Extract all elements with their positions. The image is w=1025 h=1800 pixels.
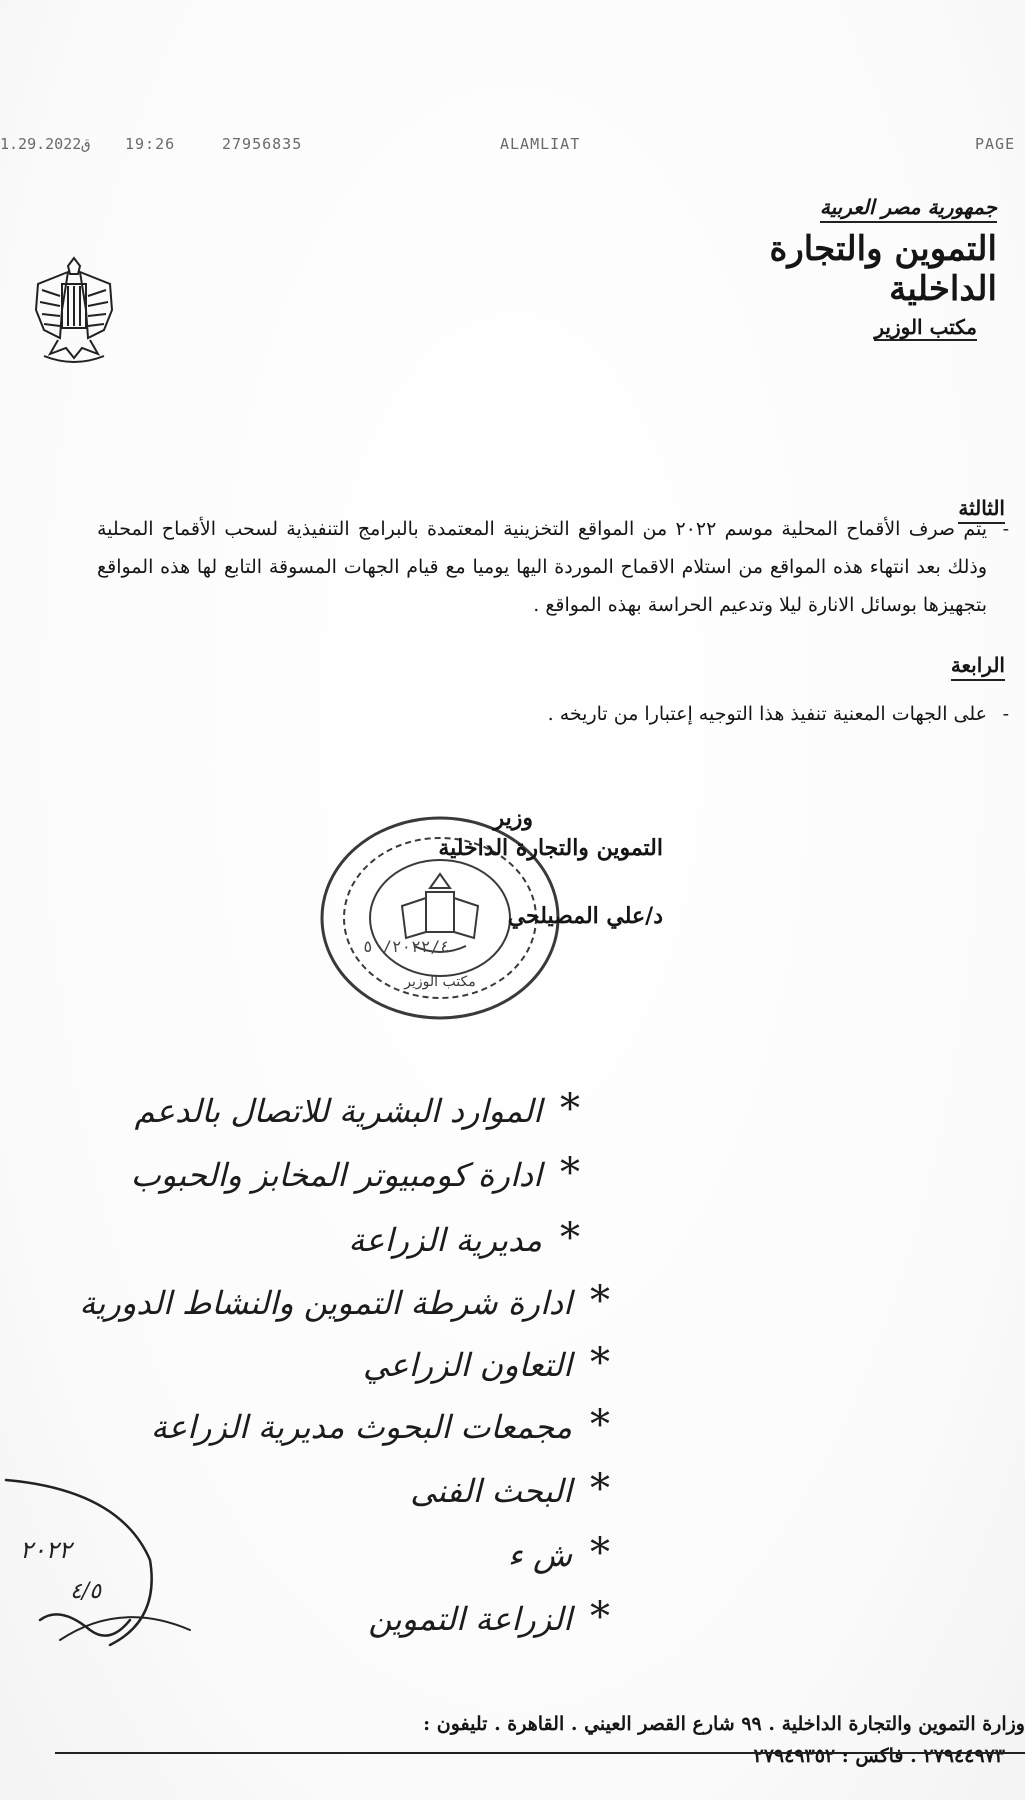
asterisk-icon: * bbox=[590, 1530, 610, 1576]
handwritten-line: *ادارة كومبيوتر المخابز والحبوب bbox=[130, 1150, 580, 1196]
footer-line2: ٢٧٩٤٤٩٧٣ . فاكس : ٢٧٩٤٩٣٥٢ bbox=[753, 1745, 1005, 1767]
handwritten-line: *ش ء bbox=[507, 1530, 610, 1576]
asterisk-icon: * bbox=[590, 1278, 610, 1324]
asterisk-icon: * bbox=[590, 1594, 610, 1640]
fax-page-label: PAGE bbox=[975, 135, 1016, 153]
ministry-letterhead bbox=[667, 195, 997, 341]
country-name: جمهورية مصر العربية bbox=[820, 195, 997, 223]
section-fourth-item bbox=[97, 695, 1009, 733]
asterisk-icon: * bbox=[560, 1215, 580, 1261]
fax-number: 27956835 bbox=[222, 135, 303, 153]
section-title-third: الثالثة bbox=[958, 496, 1005, 524]
section-third-item bbox=[97, 510, 1009, 624]
footer-line1: وزارة التموين والتجارة الداخلية . ٩٩ شارع القصر العيني . القاهرة . تليفون : bbox=[423, 1713, 1025, 1735]
fax-date: ق1.29.2022 bbox=[0, 135, 91, 153]
signature-title-line1: وزير bbox=[493, 805, 533, 831]
asterisk-icon: * bbox=[560, 1150, 580, 1196]
margin-note bbox=[0, 1470, 200, 1660]
handwritten-line: *الزراعة التموين bbox=[368, 1594, 610, 1640]
signature-date: ٢٠٢٢/٤/ ٥ bbox=[363, 937, 450, 956]
margin-note-line1: ٢٠٢٢ bbox=[20, 1536, 72, 1564]
section-fourth-text: على الجهات المعنية تنفيذ هذا التوجيه إعتبارا من تاريخه . bbox=[547, 703, 987, 725]
handwritten-line: *الموارد البشرية للاتصال بالدعم bbox=[134, 1086, 580, 1132]
fax-sender: ALAMLIAT bbox=[500, 135, 581, 153]
footer-address bbox=[35, 1713, 1025, 1767]
fax-header bbox=[0, 135, 1025, 159]
eagle-emblem-icon bbox=[30, 250, 118, 370]
signature-title-line2: التموين والتجارة الداخلية bbox=[438, 835, 663, 861]
signature-block bbox=[363, 805, 663, 956]
fax-time: 19:26 bbox=[125, 135, 176, 153]
margin-note-line2: ٤/٥ bbox=[70, 1579, 102, 1604]
office-name: مكتب الوزير bbox=[874, 315, 977, 339]
asterisk-icon: * bbox=[560, 1086, 580, 1132]
stamp-text: مكتب الوزير bbox=[404, 974, 476, 990]
handwritten-line: *التعاون الزراعي bbox=[362, 1340, 610, 1386]
footer-divider bbox=[55, 1752, 1025, 1754]
handwritten-line: *البحث الفنى bbox=[410, 1466, 610, 1512]
section-title-fourth: الرابعة bbox=[951, 653, 1005, 681]
handwritten-line: *مديرية الزراعة bbox=[348, 1215, 580, 1261]
handwritten-line: *ادارة شرطة التموين والنشاط الدورية bbox=[79, 1278, 610, 1324]
handwritten-line: *مجمعات البحوث مديرية الزراعة bbox=[150, 1402, 610, 1448]
section-third-text: يتم صرف الأقماح المحلية موسم ٢٠٢٢ من المواقع التخزينية المعتمدة بالبرامج التنفيذية لسحب الأقماح المحلية وذلك بعد انتهاء هذه المواقع من استلام الاقماح الموردة اليها يوميا مع قيام الجهات المسوقة التابع لها هذه المواقع بتجهيزها بوسائل الانارة ليلا وتدعيم الحراسة بهذه المواقع . bbox=[97, 518, 987, 616]
asterisk-icon: * bbox=[590, 1402, 610, 1448]
list-dash: - bbox=[1002, 518, 1009, 540]
signature-name: د/علي المصيلحي bbox=[507, 903, 663, 929]
list-dash: - bbox=[1002, 703, 1009, 725]
asterisk-icon: * bbox=[590, 1466, 610, 1512]
asterisk-icon: * bbox=[590, 1340, 610, 1386]
ministry-name: التموين والتجارة الداخلية bbox=[769, 229, 997, 309]
